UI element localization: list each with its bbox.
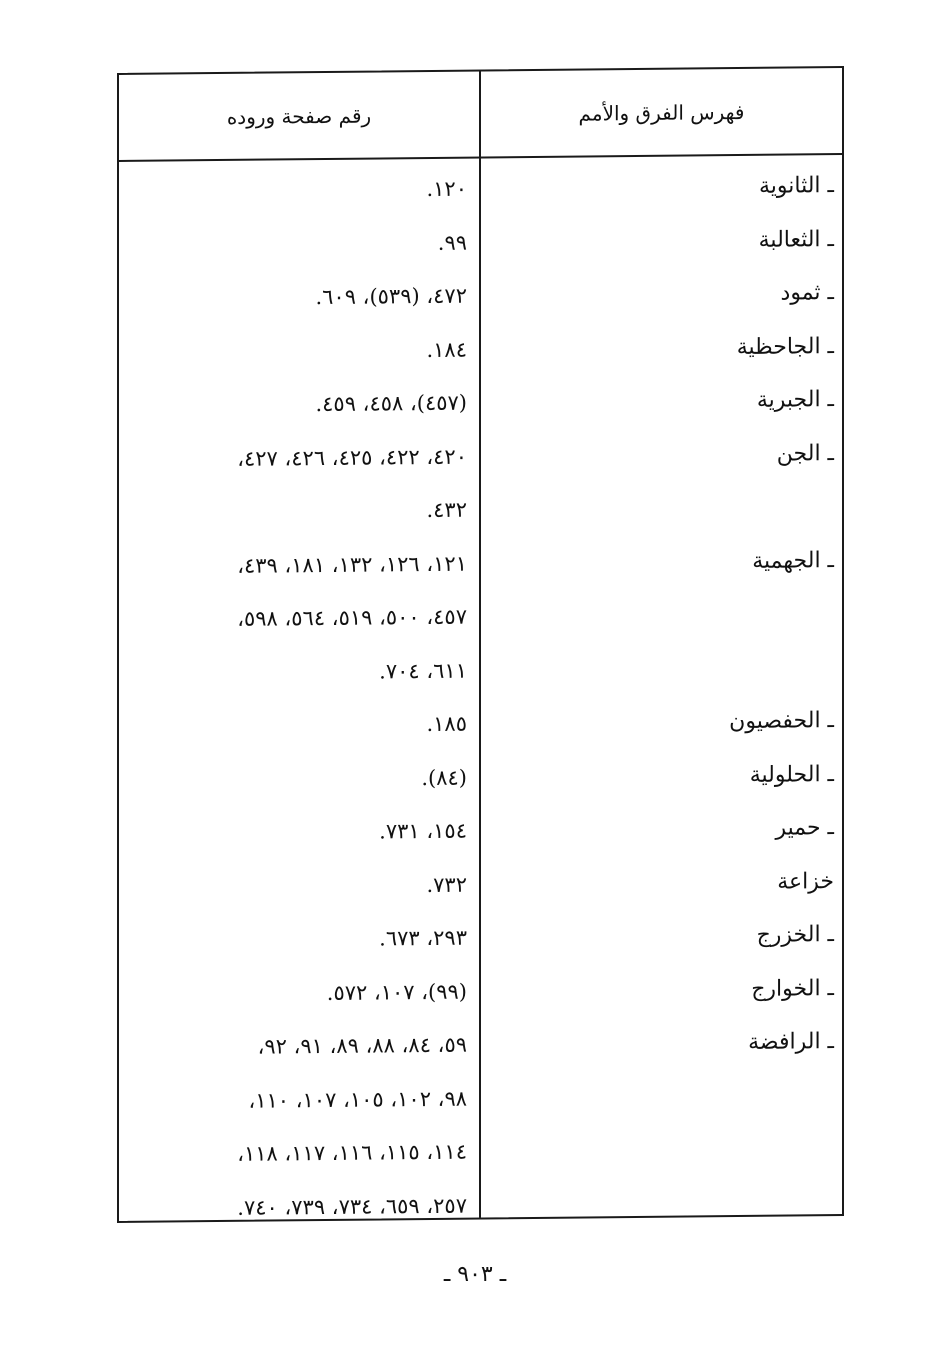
page-references: (٩٩)، ١٠٧، ٥٧٢. xyxy=(326,979,467,1005)
index-row xyxy=(119,163,842,223)
index-row xyxy=(119,912,842,972)
index-row xyxy=(119,591,842,651)
index-row xyxy=(119,645,842,705)
index-row xyxy=(119,805,842,865)
page-references: ٦١١، ٧٠٤. xyxy=(379,658,467,683)
index-row xyxy=(119,431,842,491)
group-name: ـ الخوارج xyxy=(751,975,834,1002)
index-row xyxy=(119,1126,842,1186)
page-references: ٢٥٧، ٦٥٩، ٧٣٤، ٧٣٩، ٧٤٠. xyxy=(237,1193,467,1220)
group-name: ـ الحفصيون xyxy=(729,708,834,735)
page-references: ١٢١، ١٢٦، ١٣٢، ١٨١، ٤٣٩، xyxy=(237,551,467,578)
group-name: ـ الثانوية xyxy=(758,173,834,199)
index-row xyxy=(119,484,842,544)
group-name: ـ ثمود xyxy=(780,280,834,306)
group-name: ـ الرافضة xyxy=(748,1029,834,1055)
group-name: ـ الجاحظية xyxy=(736,333,834,360)
page-references: ٧٣٢. xyxy=(426,872,467,897)
group-name xyxy=(494,1190,834,1193)
index-row xyxy=(119,538,842,598)
index-row xyxy=(119,966,842,1026)
group-name xyxy=(494,655,834,658)
page-references: ١٨٤. xyxy=(426,337,467,362)
page-references: ٤٢٠، ٤٢٢، ٤٢٥، ٤٢٦، ٤٢٧، xyxy=(237,444,467,471)
page-references: ٤٧٢، (٥٣٩)، ٦٠٩. xyxy=(315,283,467,310)
group-name: ـ حمير xyxy=(775,815,834,841)
group-name: ـ الحلولية xyxy=(749,761,834,788)
page-references: ٢٩٣، ٦٧٣. xyxy=(379,925,467,951)
group-name xyxy=(494,494,834,497)
index-row xyxy=(119,859,842,919)
index-row xyxy=(119,1019,842,1079)
index-row xyxy=(119,1073,842,1133)
page-references: ١٥٤، ٧٣١. xyxy=(379,818,467,844)
page-references: ١٨٥. xyxy=(426,711,467,737)
group-name xyxy=(494,601,834,604)
page-number: ـ ٩٠٣ ـ xyxy=(443,1262,507,1287)
group-name: ـ الجن xyxy=(776,440,834,467)
page-references: ٩٨، ١٠٢، ١٠٥، ١٠٧، ١١٠، xyxy=(248,1086,467,1113)
page-references: ٤٥٧، ٥٠٠، ٥١٩، ٥٦٤، ٥٩٨، xyxy=(237,604,467,631)
index-row xyxy=(119,698,842,758)
group-name: ـ الجهمية xyxy=(752,547,834,574)
page-references: (٤٥٧)، ٤٥٨، ٤٥٩. xyxy=(315,390,467,417)
page-references: ٥٩، ٨٤، ٨٨، ٨٩، ٩١، ٩٢، xyxy=(257,1032,467,1059)
index-row xyxy=(119,1180,842,1240)
index-row xyxy=(119,377,842,437)
group-name: خزاعة xyxy=(777,868,834,895)
group-name xyxy=(494,1083,834,1086)
index-row xyxy=(119,752,842,812)
page-references: ١١٤، ١١٥، ١١٦، ١١٧، ١١٨، xyxy=(237,1139,467,1166)
page-references: ١٢٠. xyxy=(426,176,467,202)
index-row xyxy=(119,270,842,330)
header-pages-title: رقم صفحة وروده xyxy=(226,103,372,129)
page-references: ٩٩. xyxy=(437,230,467,255)
group-name: ـ الثعالبة xyxy=(758,226,834,253)
header-groups-title: فهرس الفرق والأمم xyxy=(578,99,745,126)
page-references: (٨٤). xyxy=(421,765,467,790)
group-name xyxy=(494,1136,834,1139)
index-row xyxy=(119,324,842,384)
index-rows xyxy=(119,163,842,1240)
group-name: ـ الجبرية xyxy=(756,387,834,413)
index-table xyxy=(117,66,844,1223)
index-row xyxy=(119,217,842,277)
page-references: ٤٣٢. xyxy=(426,497,467,523)
group-name: ـ الخزرج xyxy=(756,922,834,948)
